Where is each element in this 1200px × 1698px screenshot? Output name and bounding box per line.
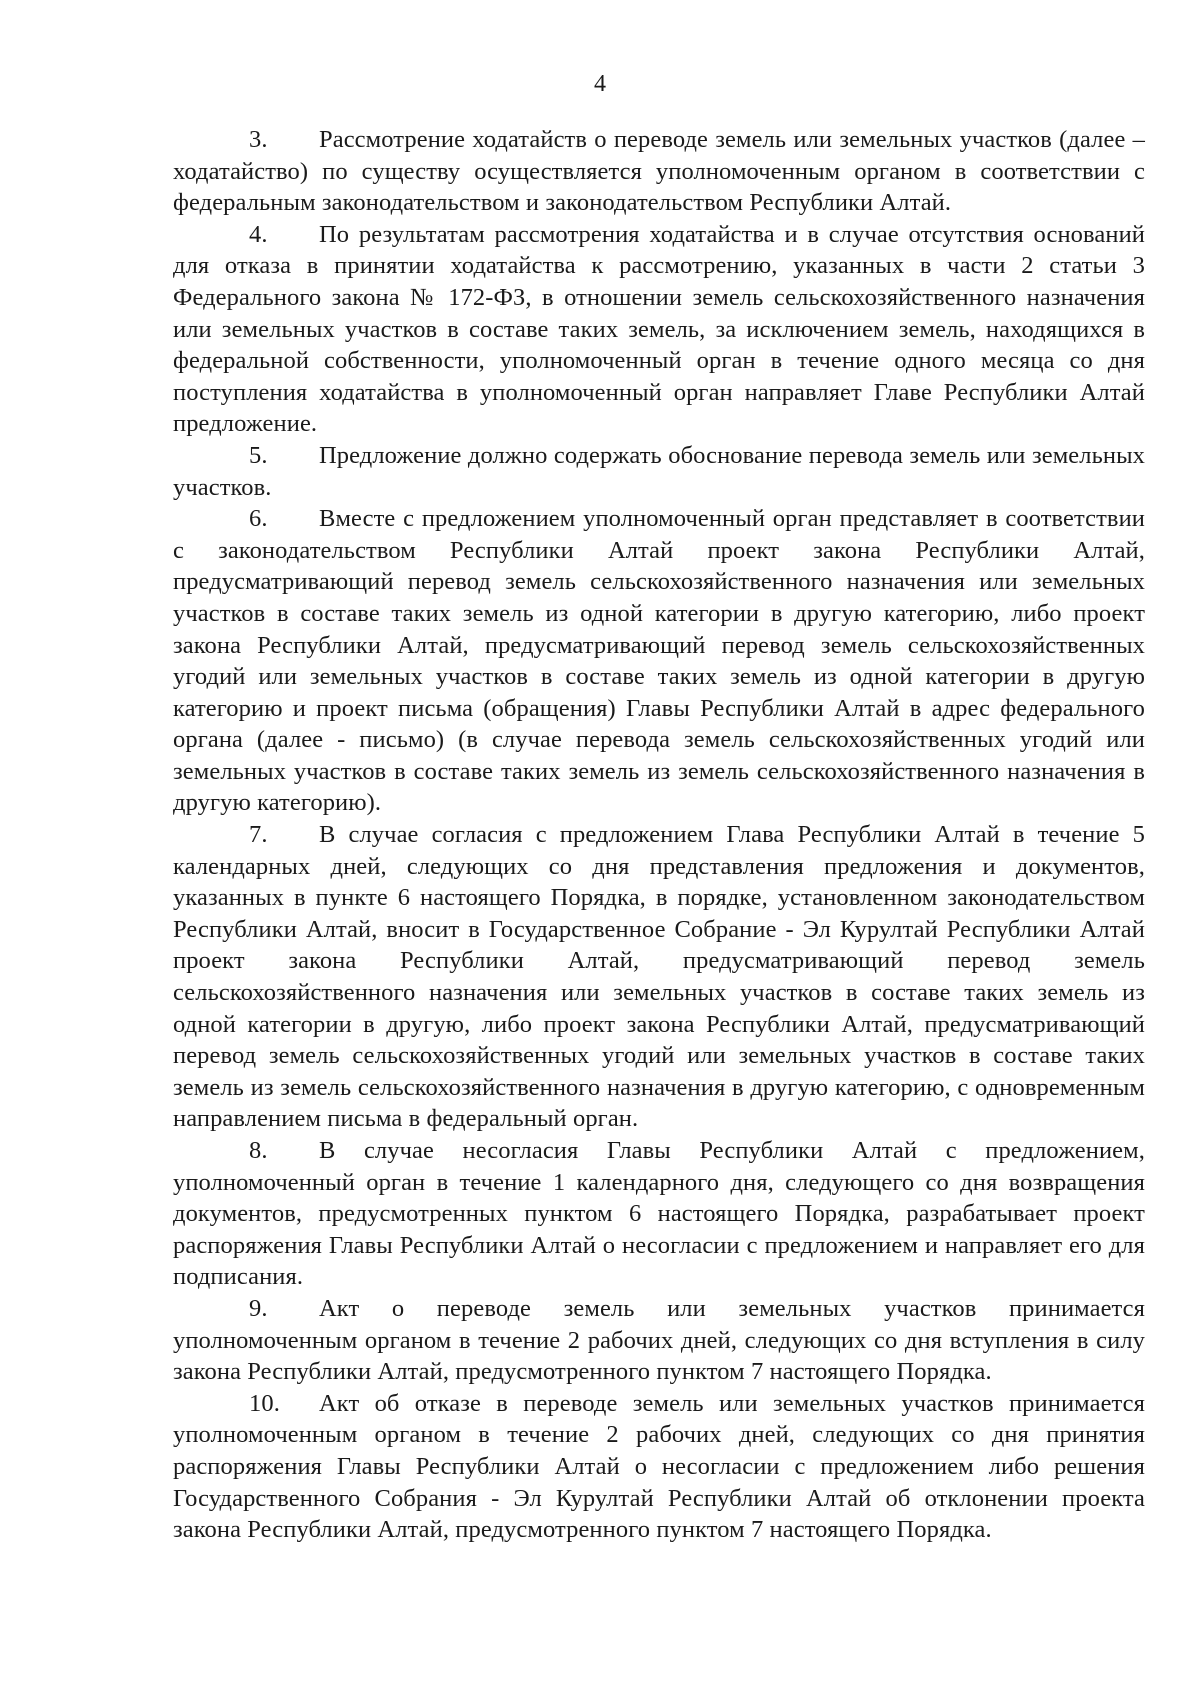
- paragraph-7: [173, 819, 1145, 1135]
- paragraph-number: 8.: [249, 1137, 268, 1164]
- paragraph-3: [173, 124, 1145, 219]
- paragraph-5: [173, 440, 1145, 503]
- paragraph-text: Предложение должно содержать обоснование перевода земель или земельных участков.: [173, 441, 1145, 501]
- paragraph-text: Акт о переводе земель или земельных участков принимается уполномоченным органом в течение 2 рабочих дней, следующих со дня вступления в силу закона Республики Алтай, предусмотренного пунктом 7 настоящего Порядка.: [173, 1294, 1145, 1386]
- paragraph-4: [173, 219, 1145, 440]
- paragraph-number: 5.: [249, 441, 268, 469]
- paragraph-9: [173, 1293, 1145, 1388]
- paragraph-number: 9.: [249, 1294, 268, 1322]
- paragraph-text: По результатам рассмотрения ходатайства и в случае отсутствия оснований для отказа в принятии ходатайства к рассмотрению, указанных в части 2 статьи 3 Федерального закона № 172-ФЗ, в отношении земель сельскохозяйственного назначения или земельных участков в составе таких земель, за исключением земель, находящихся в федеральной собственности, уполномоченный орган в течение одного месяца со дня поступления ходатайства в уполномоченный орган направляет Главе Республики Алтай предложение.: [173, 220, 1145, 438]
- paragraph-text: Акт об отказе в переводе земель или земельных участков принимается уполномоченным органом в течение 2 рабочих дней, следующих со дня принятия распоряжения Главы Республики Алтай о несогласии с предложением либо решения Государственного Собрания - Эл Курултай Республики Алтай об отклонении проекта закона Республики Алтай, предусмотренного пунктом 7 настоящего Порядка.: [173, 1389, 1145, 1544]
- paragraph-text: Вместе с предложением уполномоченный орган представляет в соответствии с законодательством Республики Алтай проект закона Республики Алтай, предусматривающий перевод земель сельскохозяйственного назначения или земельных участков в составе таких земель из одной категории в другую категорию, либо проект закона Республики Алтай, предусматривающий перевод земель сельскохозяйственных угодий или земельных участков в составе таких земель из одной категории в другую категорию и проект письма (обращения) Главы Республики Алтай в адрес федерального органа (далее - письмо) (в случае перевода земель сельскохозяйственных угодий или земельных участков в составе таких земель из земель сельскохозяйственного назначения в другую категорию).: [173, 505, 1145, 817]
- paragraph-6: [173, 503, 1145, 819]
- paragraph-text: В случае несогласия Главы Республики Алтай с предложением, уполномоченный орган в течение 1 календарного дня, следующего со дня возвращения документов, предусмотренных пунктом 6 настоящего Порядка, разрабатывает проект распоряжения Главы Республики Алтай о несогласии с предложением и направляет его для подписания.: [173, 1137, 1145, 1291]
- paragraph-number: 10.: [249, 1389, 280, 1417]
- paragraph-number: 4.: [249, 220, 268, 248]
- paragraph-10: [173, 1388, 1145, 1546]
- document-body: [173, 124, 1145, 1546]
- paragraph-number: 3.: [249, 126, 268, 153]
- paragraph-8: [173, 1135, 1145, 1293]
- paragraph-text: Рассмотрение ходатайств о переводе земель или земельных участков (далее – ходатайство) по существу осуществляется уполномоченным органом в соответствии с федеральным законодательством и законодательством Республики Алтай.: [173, 126, 1145, 217]
- page-number: 4: [594, 71, 606, 97]
- paragraph-text: В случае согласия с предложением Глава Республики Алтай в течение 5 календарных дней, следующих со дня представления предложения и документов, указанных в пункте 6 настоящего Порядка, в порядке, установленном законодательством Республики Алтай, вносит в Государственное Собрание - Эл Курултай Республики Алтай проект закона Республики Алтай, предусматривающий перевод земель сельскохозяйственного назначения или земельных участков в составе таких земель из одной категории в другую, либо проект закона Республики Алтай, предусматривающий перевод земель сельскохозяйственных угодий или земельных участков в составе таких земель из земель сельскохозяйственного назначения в другую категорию, с одновременным направлением письма в федеральный орган.: [173, 821, 1145, 1133]
- paragraph-number: 6.: [249, 505, 268, 533]
- paragraph-number: 7.: [249, 821, 268, 849]
